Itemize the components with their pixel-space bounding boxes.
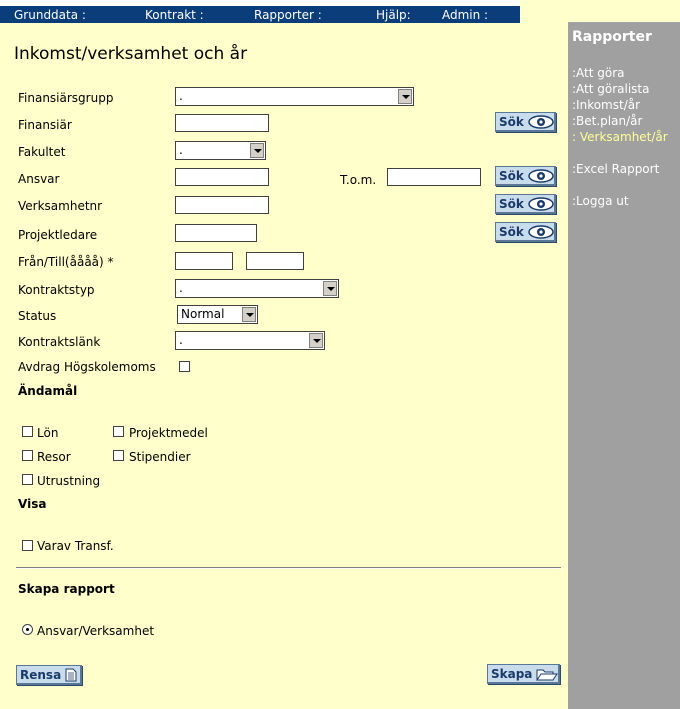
lon-label: Lön (37, 426, 59, 440)
eye-icon (528, 115, 554, 129)
sidebar (568, 22, 680, 709)
projektledare-label: Projektledare (18, 228, 98, 242)
ansvar-input[interactable] (175, 168, 269, 186)
menu-grunddata[interactable]: Grunddata : (14, 8, 86, 22)
fakultet-label: Fakultet (18, 145, 66, 159)
ansvar-search-button[interactable]: Sök (495, 166, 556, 186)
projektledare-search-button[interactable]: Sök (495, 222, 556, 242)
verksamhetnr-label: Verksamhetnr (18, 199, 103, 213)
fakultet-select[interactable]: . (175, 141, 266, 160)
sidebar-link-excel-rapport[interactable]: :Excel Rapport (572, 162, 660, 176)
rensa-button[interactable]: Rensa (16, 665, 82, 685)
varav-transf-label: Varav Transf. (37, 539, 114, 553)
finansiarsgrupp-select[interactable]: . (175, 87, 414, 106)
ansvar-verksamhet-radio[interactable] (22, 624, 33, 635)
chevron-down-icon (398, 89, 412, 104)
chevron-down-icon (242, 307, 256, 322)
menu-hjalp[interactable]: Hjälp: (376, 8, 411, 22)
chevron-down-icon (250, 143, 264, 158)
chevron-down-icon (309, 333, 323, 348)
resor-checkbox[interactable] (22, 450, 33, 461)
projektmedel-checkbox[interactable] (113, 426, 124, 437)
frantill-label: Från/Till(åååå) * (18, 255, 114, 269)
utrustning-label: Utrustning (37, 474, 101, 488)
till-year-input[interactable] (246, 252, 304, 270)
kontraktstyp-label: Kontraktstyp (18, 283, 95, 297)
tom-label: T.o.m. (340, 173, 377, 187)
resor-label: Resor (37, 450, 71, 464)
menu-rapporter[interactable]: Rapporter : (254, 8, 322, 22)
eye-icon (528, 225, 554, 239)
status-label: Status (18, 309, 57, 323)
projektledare-input[interactable] (175, 224, 257, 242)
eye-icon (528, 169, 554, 183)
sidebar-title: Rapporter (572, 29, 652, 45)
visa-heading: Visa (18, 497, 47, 511)
projektmedel-label: Projektmedel (129, 426, 208, 440)
utrustning-checkbox[interactable] (22, 474, 33, 485)
menu-admin[interactable]: Admin : (442, 8, 489, 22)
avdrag-checkbox[interactable] (179, 361, 190, 372)
kontraktstyp-select[interactable]: . (175, 279, 339, 298)
kontraktslank-select[interactable]: . (175, 331, 325, 350)
finansiar-search-button[interactable]: Sök (495, 112, 556, 132)
sidebar-link-verksamhet-ar[interactable]: : Verksamhet/år (572, 130, 668, 144)
divider (16, 567, 561, 569)
sidebar-link-logga-ut[interactable]: :Logga ut (572, 194, 629, 208)
chevron-down-icon (323, 281, 337, 296)
lon-checkbox[interactable] (22, 426, 33, 437)
eye-icon (528, 197, 554, 211)
sidebar-link-bet-plan-ar[interactable]: :Bet.plan/år (572, 114, 643, 128)
kontraktslank-label: Kontraktslänk (18, 335, 101, 349)
top-bar (0, 0, 520, 22)
sidebar-link-inkomst-ar[interactable]: :Inkomst/år (572, 98, 641, 112)
skapa-button[interactable]: Skapa (487, 664, 560, 684)
finansiarsgrupp-label: Finansiärsgrupp (18, 91, 114, 105)
tom-input[interactable] (387, 168, 481, 186)
skapa-rapport-heading: Skapa rapport (18, 582, 115, 596)
stipendier-checkbox[interactable] (113, 450, 124, 461)
verksamhetnr-search-button[interactable]: Sök (495, 194, 556, 214)
fran-year-input[interactable] (175, 252, 233, 270)
open-folder-icon (536, 667, 558, 682)
finansiar-label: Finansiär (18, 118, 72, 132)
menu-kontrakt[interactable]: Kontrakt : (145, 8, 204, 22)
page-title: Inkomst/verksamhet och år (14, 44, 248, 64)
avdrag-label: Avdrag Högskolemoms (18, 360, 156, 374)
sidebar-link-att-gora[interactable]: :Att göra (572, 66, 625, 80)
top-menu (0, 5, 520, 23)
verksamhetnr-input[interactable] (175, 196, 269, 214)
stipendier-label: Stipendier (129, 450, 191, 464)
varav-transf-checkbox[interactable] (22, 540, 33, 551)
ansvar-verksamhet-label: Ansvar/Verksamhet (37, 624, 155, 638)
ansvar-label: Ansvar (18, 172, 60, 186)
document-icon (65, 668, 77, 682)
status-select[interactable]: Normal (177, 305, 258, 324)
sidebar-link-att-goralista[interactable]: :Att göralista (572, 82, 650, 96)
finansiar-input[interactable] (175, 114, 269, 132)
andamal-heading: Ändamål (18, 384, 78, 398)
